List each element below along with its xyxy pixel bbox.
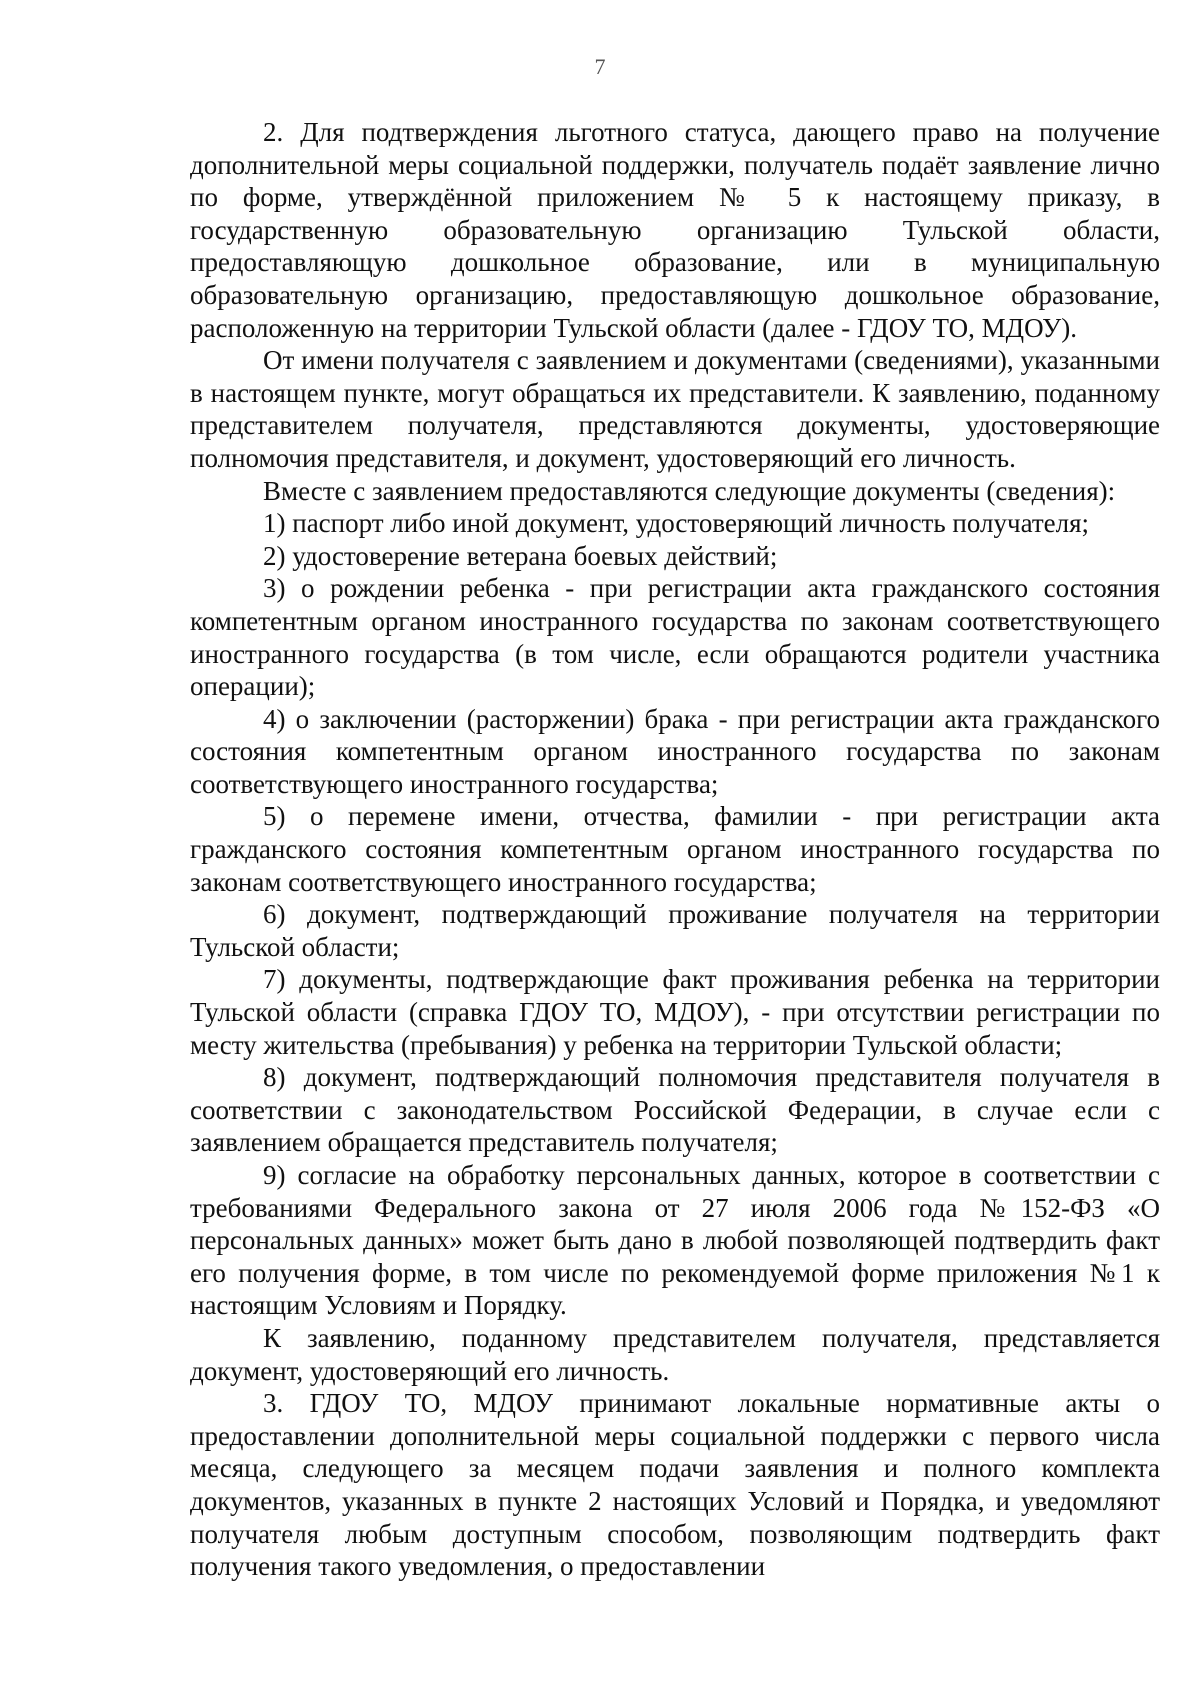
- list-item-9: 9) согласие на обработку персональных данных, которое в соответствии с требованиями Федерального закона от 27 июля 2006 года №152-ФЗ «О персональных данных» может быть дано в любой позволяющей подтвердить факт его получения форме, в том числе по рекомендуемой форме приложения №1 к настоящим Условиям и Порядку.: [190, 1160, 1160, 1321]
- list-item-4: 4) о заключении (расторжении) брака - при регистрации акта гражданского состояния компетентным органом иностранного государства по законам соответствующего иностранного государства;: [190, 703, 1160, 799]
- list-item-3: 3) о рождении ребенка - при регистрации акта гражданского состояния компетентным органом иностранного государства по законам соответствующего иностранного государства (в том числе, если обращаются родители участника операции);: [190, 573, 1160, 702]
- page-number: 7: [594, 54, 606, 79]
- list-item-1: 1) паспорт либо иной документ, удостоверяющий личность получателя;: [263, 508, 1090, 539]
- list-item-2: 2) удостоверение ветерана боевых действий;: [263, 540, 778, 571]
- document-body: [190, 116, 1160, 1583]
- list-item-5: 5) о перемене имени, отчества, фамилии - при регистрации акта гражданского состояния компетентным органом иностранного государства по законам соответствующего иностранного государства;: [190, 801, 1160, 897]
- paragraph-3: 3. ГДОУ ТО, МДОУ принимают локальные нормативные акты о предоставлении дополнительной меры социальной поддержки с первого числа месяца, следующего за месяцем подачи заявления и полного комплекта документов, указанных в пункте 2 настоящих Условий и Порядка, и уведомляют получателя любым доступным способом, позволяющим подтвердить факт получения такого уведомления, о предоставлении: [190, 1388, 1160, 1582]
- list-item-8: 8) документ, подтверждающий полномочия представителя получателя в соответствии с законодательством Российской Федерации, в случае если с заявлением обращается представитель получателя;: [190, 1062, 1160, 1158]
- paragraph-2-intro: 2. Для подтверждения льготного статуса, дающего право на получение дополнительной меры социальной поддержки, получатель подаёт заявление лично по форме, утверждённой приложением № 5 к настоящему приказу, в государственную образовательную организацию Тульской области, предоставляющую дошкольное образование, или в муниципальную образовательную организацию, предоставляющую дошкольное образование, расположенную на территории Тульской области (далее - ГДОУ ТО, МДОУ).: [190, 117, 1160, 343]
- list-item-6: 6) документ, подтверждающий проживание получателя на территории Тульской области;: [190, 899, 1160, 962]
- paragraph-documents-list-intro: Вместе с заявлением предоставляются следующие документы (сведения):: [263, 475, 1116, 506]
- paragraph-representative-identity: К заявлению, поданному представителем получателя, представляется документ, удостоверяющий его личность.: [190, 1322, 1160, 1386]
- list-item-7: 7) документы, подтверждающие факт проживания ребенка на территории Тульской области (справка ГДОУ ТО, МДОУ), - при отсутствии регистрации по месту жительства (пребывания) у ребенка на территории Тульской области;: [190, 964, 1160, 1060]
- paragraph-representatives: От имени получателя с заявлением и документами (сведениями), указанными в настоящем пункте, могут обращаться их представители. К заявлению, поданному представителем получателя, представляются документы, удостоверяющие полномочия представителя, и документ, удостоверяющий его личность.: [190, 345, 1160, 473]
